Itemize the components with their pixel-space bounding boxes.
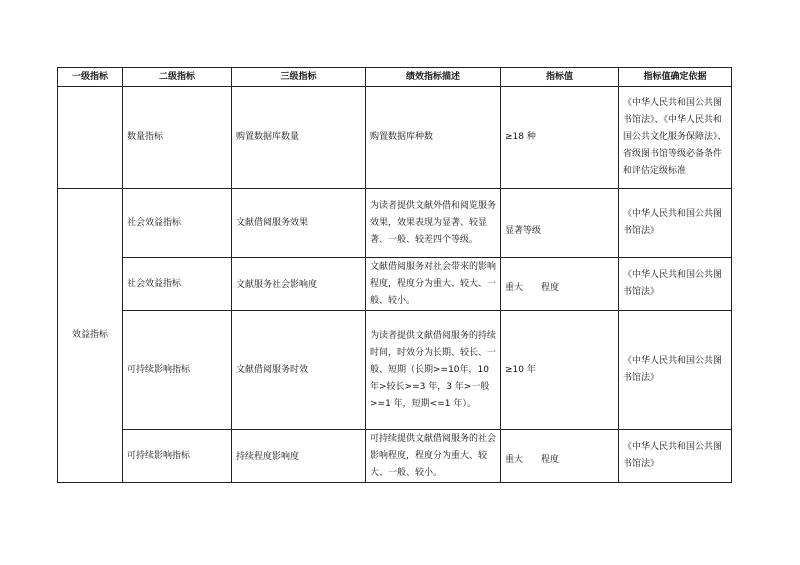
table-header-row: [58, 68, 732, 87]
cell-description: 文献借阅服务对社会带来的影响程度，程度分为重大、较大、一般、较小。: [366, 258, 501, 311]
cell-level2: 可持续影响指标: [123, 430, 232, 483]
cell-description: 可持续提供文献借阅服务的社会影响程度，程度分为重大、较大、一般、较小。: [366, 430, 501, 483]
cell-level3: 文献借阅服务时效: [232, 311, 366, 430]
cell-level1: 效益指标: [58, 189, 123, 483]
cell-basis: 《中华人民共和国公共图书馆法》: [619, 189, 732, 258]
header-level3: 三级指标: [232, 68, 366, 87]
cell-description: 为读者提供文献外借和阅览服务效果，效果表现为显著、较显著、一般、较差四个等级。: [366, 189, 501, 258]
header-level1: 一级指标: [58, 68, 123, 87]
cell-description: 购置数据库种数: [366, 87, 501, 189]
cell-level2: 社会效益指标: [123, 189, 232, 258]
cell-level2: 可持续影响指标: [123, 311, 232, 430]
cell-description: 为读者提供文献借阅服务的持续时间，时效分为长期、较长、一般、短期（长期>=10年，10 年>较长>=3 年，3 年>一般>=1 年，短期<=1 年）。: [366, 311, 501, 430]
table-row: [58, 189, 732, 258]
cell-level2: 数量指标: [123, 87, 232, 189]
cell-value: 显著等级: [501, 189, 619, 258]
header-level2: 二级指标: [123, 68, 232, 87]
cell-value: [501, 430, 619, 483]
value-level: 重大: [505, 454, 524, 465]
cell-basis: 《中华人民共和国公共图书馆法》: [619, 258, 732, 311]
cell-level3: 持续程度影响度: [232, 430, 366, 483]
value-level: 重大: [505, 282, 524, 293]
cell-value: ≥10 年: [501, 311, 619, 430]
cell-value: [501, 258, 619, 311]
table-row: [58, 87, 732, 189]
cell-basis: 《中华人民共和国公共图书馆法》: [619, 311, 732, 430]
header-description: 绩效指标描述: [366, 68, 501, 87]
cell-level2: 社会效益指标: [123, 258, 232, 311]
table-row: [58, 258, 732, 311]
table-row: [58, 430, 732, 483]
cell-level3: 文献借阅服务效果: [232, 189, 366, 258]
value-unit: 程度: [541, 282, 560, 293]
table-row: [58, 311, 732, 430]
value-unit: 程度: [541, 454, 560, 465]
cell-basis: 《中华人民共和国公共图书馆法》: [619, 430, 732, 483]
header-basis: 指标值确定依据: [619, 68, 732, 87]
cell-level3: 文献服务社会影响度: [232, 258, 366, 311]
header-value: 指标值: [501, 68, 619, 87]
cell-level3: 购置数据库数量: [232, 87, 366, 189]
performance-indicator-table: [57, 67, 732, 483]
cell-basis: 《中华人民共和国公共图书馆法》、《中华人民共和国公共文化服务保障法》、省级图书馆等级必备条件和评估定级标准: [619, 87, 732, 189]
cell-level1: [58, 87, 123, 189]
cell-value: ≥18 种: [501, 87, 619, 189]
